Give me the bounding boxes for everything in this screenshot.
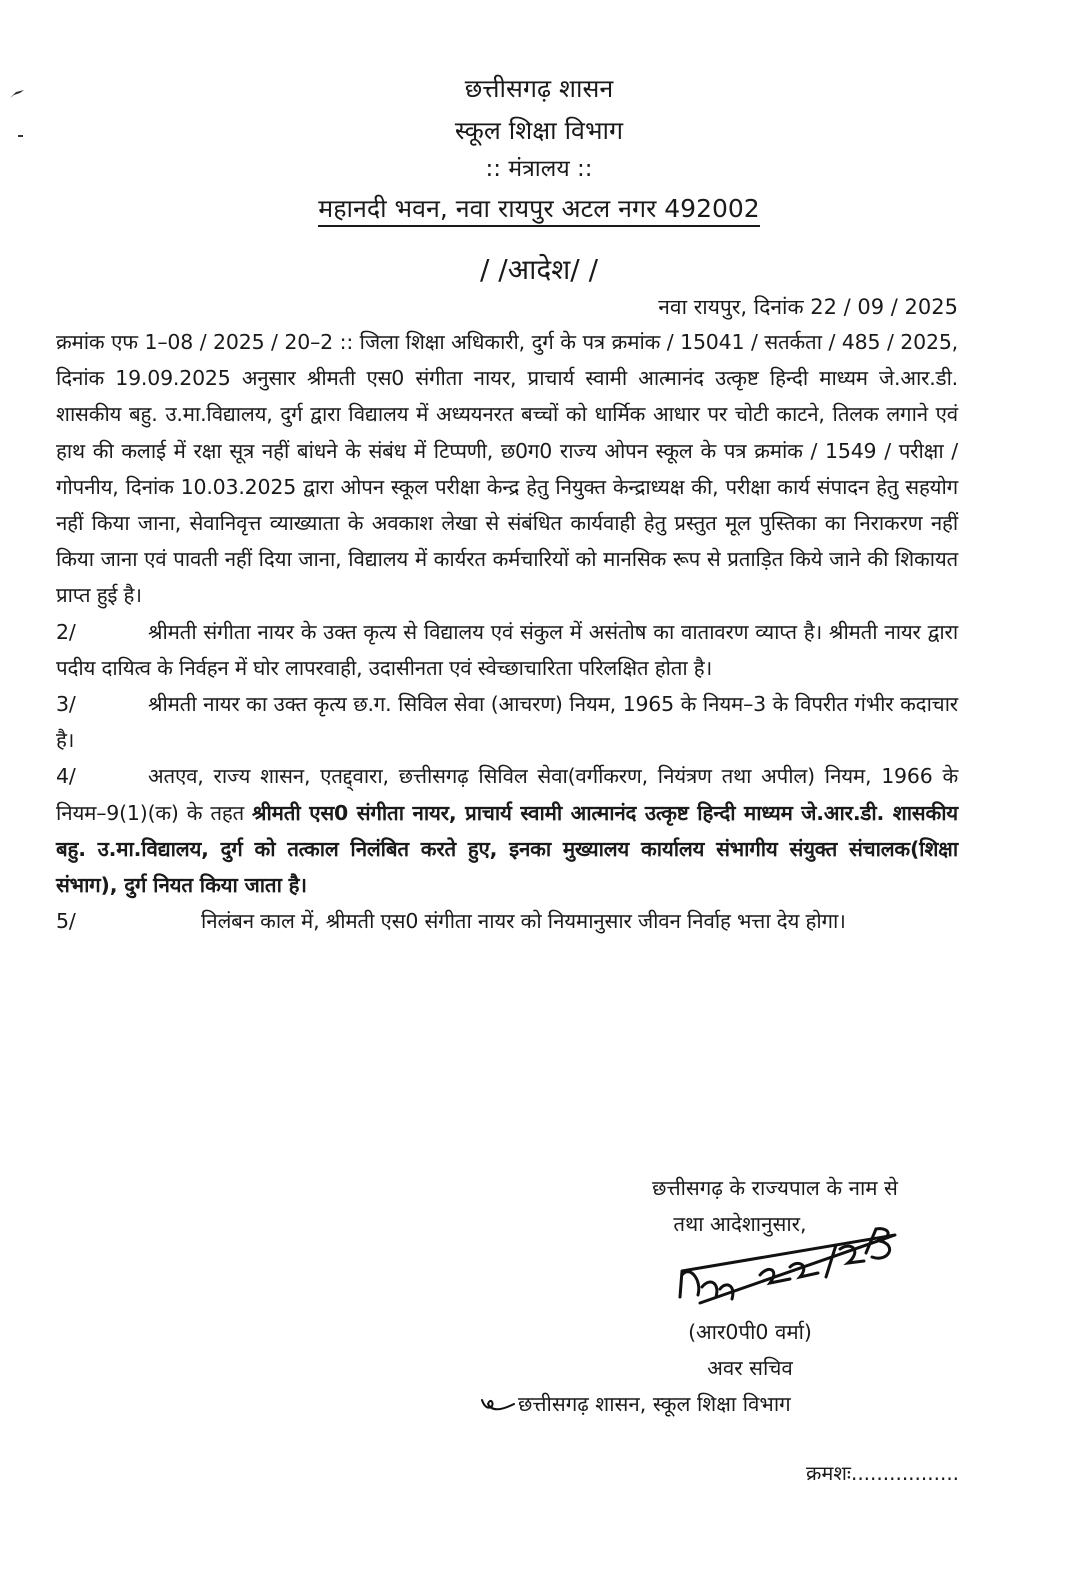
paragraph-5-number: 5/: [56, 909, 76, 934]
order-title: / /आदेश/ /: [479, 253, 599, 286]
paragraph-3: [56, 686, 958, 758]
signatory-name: (आर0पी0 वर्मा): [688, 1320, 812, 1344]
paragraph-5: [56, 903, 958, 939]
paragraph-2-number: 2/: [56, 619, 76, 644]
paragraph-3-text: श्रीमती नायर का उक्त कृत्य छ.ग. सिविल सेवा (आचरण) नियम, 1965 के नियम–3 के विपरीत गंभीर कदाचार है।: [56, 692, 958, 753]
paragraph-2: [56, 614, 958, 686]
order-body: [56, 324, 958, 939]
signatory-department: [478, 1386, 791, 1422]
header-ministry: :: मंत्रालय ::: [485, 156, 593, 182]
paragraph-2-text: श्रीमती संगीता नायर के उक्त कृत्य से विद्यालय एवं संकुल में असंतोष का वातावरण व्याप्त है। श्रीमती नायर द्वारा पदीय दायित्व के निर्वहन में घोर लापरवाही, उदासीनता एवं स्वेच्छाचारिता परिलक्षित होता है।: [56, 619, 958, 680]
order-place-date: नवा रायपुर, दिनांक 22 / 09 / 2025: [658, 295, 958, 319]
paragraph-1: क्रमांक एफ 1–08 / 2025 / 20–2 :: जिला शिक्षा अधिकारी, दुर्ग के पत्र क्रमांक / 15041 / सतर्कता / 485 / 2025, दिनांक 19.09.2025 अनुसार श्रीमती एस0 संगीता नायर, प्राचार्य स्वामी आत्मानंद उत्कृष्ट हिन्दी माध्यम जे.आर.डी. शासकीय बहु. उ.मा.विद्यालय, दुर्ग द्वारा विद्यालय में अध्ययनरत बच्चों को धार्मिक आधार पर चोटी काटने, तिलक लगाने एवं हाथ की कलाई में रक्षा सूत्र नहीं बांधने के संबंध में टिप्पणी, छ0ग0 राज्य ओपन स्कूल के पत्र क्रमांक / 1549 / परीक्षा / गोपनीय, दिनांक 10.03.2025 द्वारा ओपन स्कूल परीक्षा केन्द्र हेतु नियुक्त केन्द्राध्यक्ष की, परीक्षा कार्य संपादन हेतु सहयोग नहीं किया जाना, सेवानिवृत्त व्याख्याता के अवकाश लेखा से संबंधित कार्यवाही हेतु प्रस्तुत मूल पुस्तिका का निराकरण नहीं किया जाना एवं पावती नहीं दिया जाना, विद्यालय में कार्यरत कर्मचारियों को मानसिक रूप से प्रताड़ित किये जाने की शिकायत प्राप्त हुई है।: [56, 330, 958, 608]
header-department: स्कूल शिक्षा विभाग: [454, 116, 624, 145]
header-address: [0, 192, 1078, 226]
header-address-text: महानदी भवन, नवा रायपुर अटल नगर 492002: [318, 194, 759, 227]
paragraph-4: [56, 758, 958, 903]
authority-line-2: तथा आदेशानुसार,: [673, 1212, 807, 1236]
signatory-department-text: छत्तीसगढ़ शासन, स्कूल शिक्षा विभाग: [518, 1392, 791, 1416]
handwritten-signature: [640, 1205, 940, 1315]
handwritten-tick-mark: [478, 1394, 518, 1416]
paragraph-5-text: निलंबन काल में, श्रीमती एस0 संगीता नायर को नियमानुसार जीवन निर्वाह भत्ता देय होगा।: [201, 909, 846, 934]
paragraph-4-text: अतएव, राज्य शासन, एतद्द्वारा, छत्तीसगढ़ सिविल सेवा(वर्गीकरण, नियंत्रण तथा अपील) नियम, 1966 के नियम–9(1)(क) के तहत: [56, 764, 958, 825]
continued-marker: क्रमशः.................: [806, 1461, 960, 1485]
paragraph-3-number: 3/: [56, 692, 76, 717]
paragraph-4-suspension-text: श्रीमती एस0 संगीता नायर, प्राचार्य स्वामी आत्मानंद उत्कृष्ट हिन्दी माध्यम जे.आर.डी. शासकीय बहु. उ.मा.विद्यालय, दुर्ग को तत्काल निलंबित करते हुए, इनका मुख्यालय कार्यालय संभागीय संयुक्त संचालक(शिक्षा संभाग), दुर्ग नियत किया जाता है।: [56, 800, 959, 898]
paragraph-4-number: 4/: [56, 764, 76, 789]
header-government: छत्तीसगढ़ शासन: [464, 74, 614, 103]
authority-line-1: छत्तीसगढ़ के राज्यपाल के नाम से: [652, 1176, 898, 1200]
signatory-designation: अवर सचिव: [707, 1356, 793, 1380]
